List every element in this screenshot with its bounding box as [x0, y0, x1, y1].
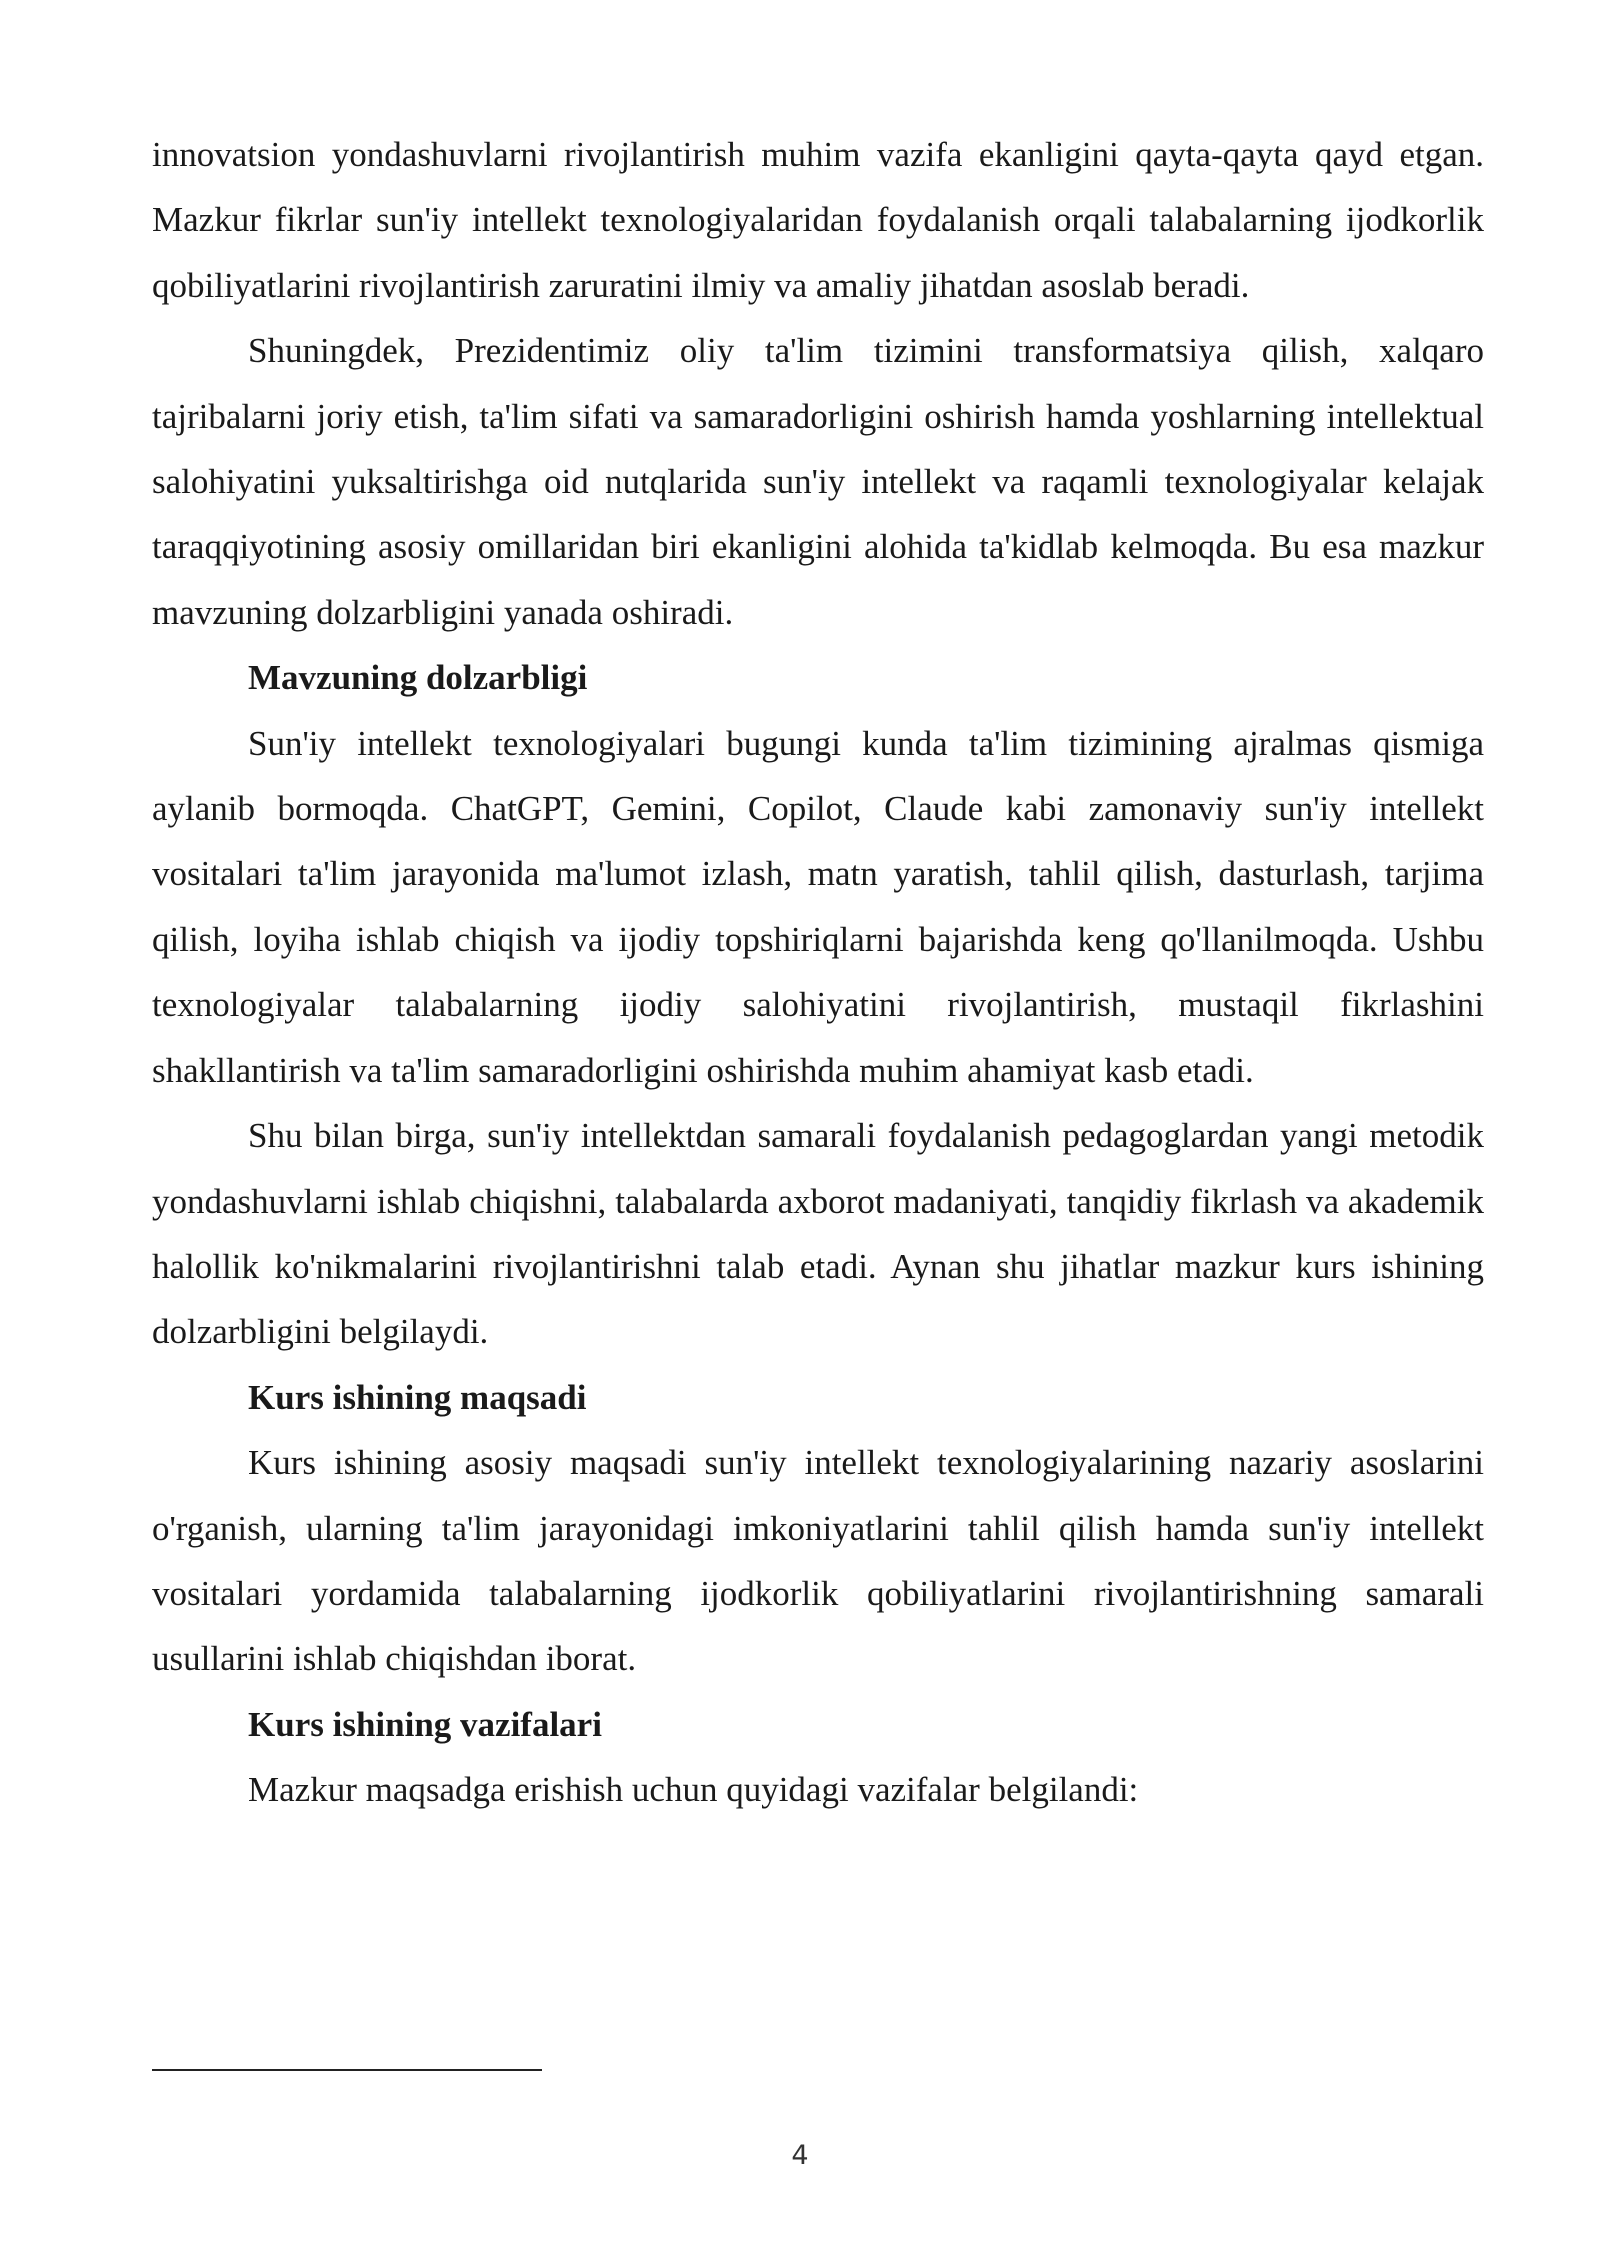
page-number: 4: [791, 2140, 809, 2171]
paragraph-course-goal: Kurs ishining asosiy maqsadi sun'iy intellekt texnologiyalarining nazariy asoslarini o'rganish, ularning ta'lim jarayonidagi imkoniyatlarini tahlil qilish hamda sun'iy intellekt vositalari yordamida talabalarning ijodkorlik qobiliyatlarini rivojlantirishning samarali usullarini ishlab chiqishdan iborat.: [152, 1443, 1484, 1679]
paragraph-methodical-approaches: Shu bilan birga, sun'iy intellektdan samarali foydalanish pedagoglardan yangi metodik yondashuvlarni ishlab chiqishni, talabalarda axborot madaniyati, tanqidiy fikrlash va akademik halollik ko'nikmalarini rivojlantirishni talab etadi. Aynan shu jihatlar mazkur kurs ishining dolzarbligini belgilaydi.: [152, 1116, 1484, 1352]
footnote-separator: [152, 2069, 542, 2071]
heading-course-tasks: Kurs ishining vazifalari: [248, 1704, 602, 1744]
paragraph-ai-in-education: Sun'iy intellekt texnologiyalari bugungi kunda ta'lim tizimining ajralmas qismiga aylanib bormoqda. ChatGPT, Gemini, Copilot, Claude kabi zamonaviy sun'iy intellekt vositalari ta'lim jarayonida ma'lumot izlash, matn yaratish, tahlil qilish, dasturlash, tarjima qilish, loyiha ishlab chiqish va ijodiy topshiriqlarni bajarishda keng qo'llanilmoqda. Ushbu texnologiyalar talabalarning ijodiy salohiyatini rivojlantirish, mustaqil fikrlashini shakllantirish va ta'lim samaradorligini oshirishda muhim ahamiyat kasb etadi.: [152, 723, 1484, 1090]
paragraph-intro-continuation: innovatsion yondashuvlarni rivojlantirish muhim vazifa ekanligini qayta-qayta qayd etgan. Mazkur fikrlar sun'iy intellekt texnologiyalaridan foydalanish orqali talabalarning ijodkorlik qobiliyatlarini rivojlantirish zaruratini ilmiy va amaliy jihatdan asoslab beradi.: [152, 135, 1484, 305]
heading-course-goal: Kurs ishining maqsadi: [248, 1377, 587, 1417]
paragraph-president-speeches: Shuningdek, Prezidentimiz oliy ta'lim tizimini transformatsiya qilish, xalqaro tajribalarni joriy etish, ta'lim sifati va samaradorligini oshirish hamda yoshlarning intellektual salohiyatini yuksaltirishga oid nutqlarida sun'iy intellekt va raqamli texnologiyalar kelajak taraqqiyotining asosiy omillaridan biri ekanligini alohida ta'kidlab kelmoqda. Bu esa mazkur mavzuning dolzarbligini yanada oshiradi.: [152, 331, 1484, 632]
page-body: [152, 122, 1484, 1823]
paragraph-tasks-intro: Mazkur maqsadga erishish uchun quyidagi vazifalar belgilandi:: [248, 1770, 1139, 1810]
heading-relevance: Mavzuning dolzarbligi: [248, 658, 588, 698]
